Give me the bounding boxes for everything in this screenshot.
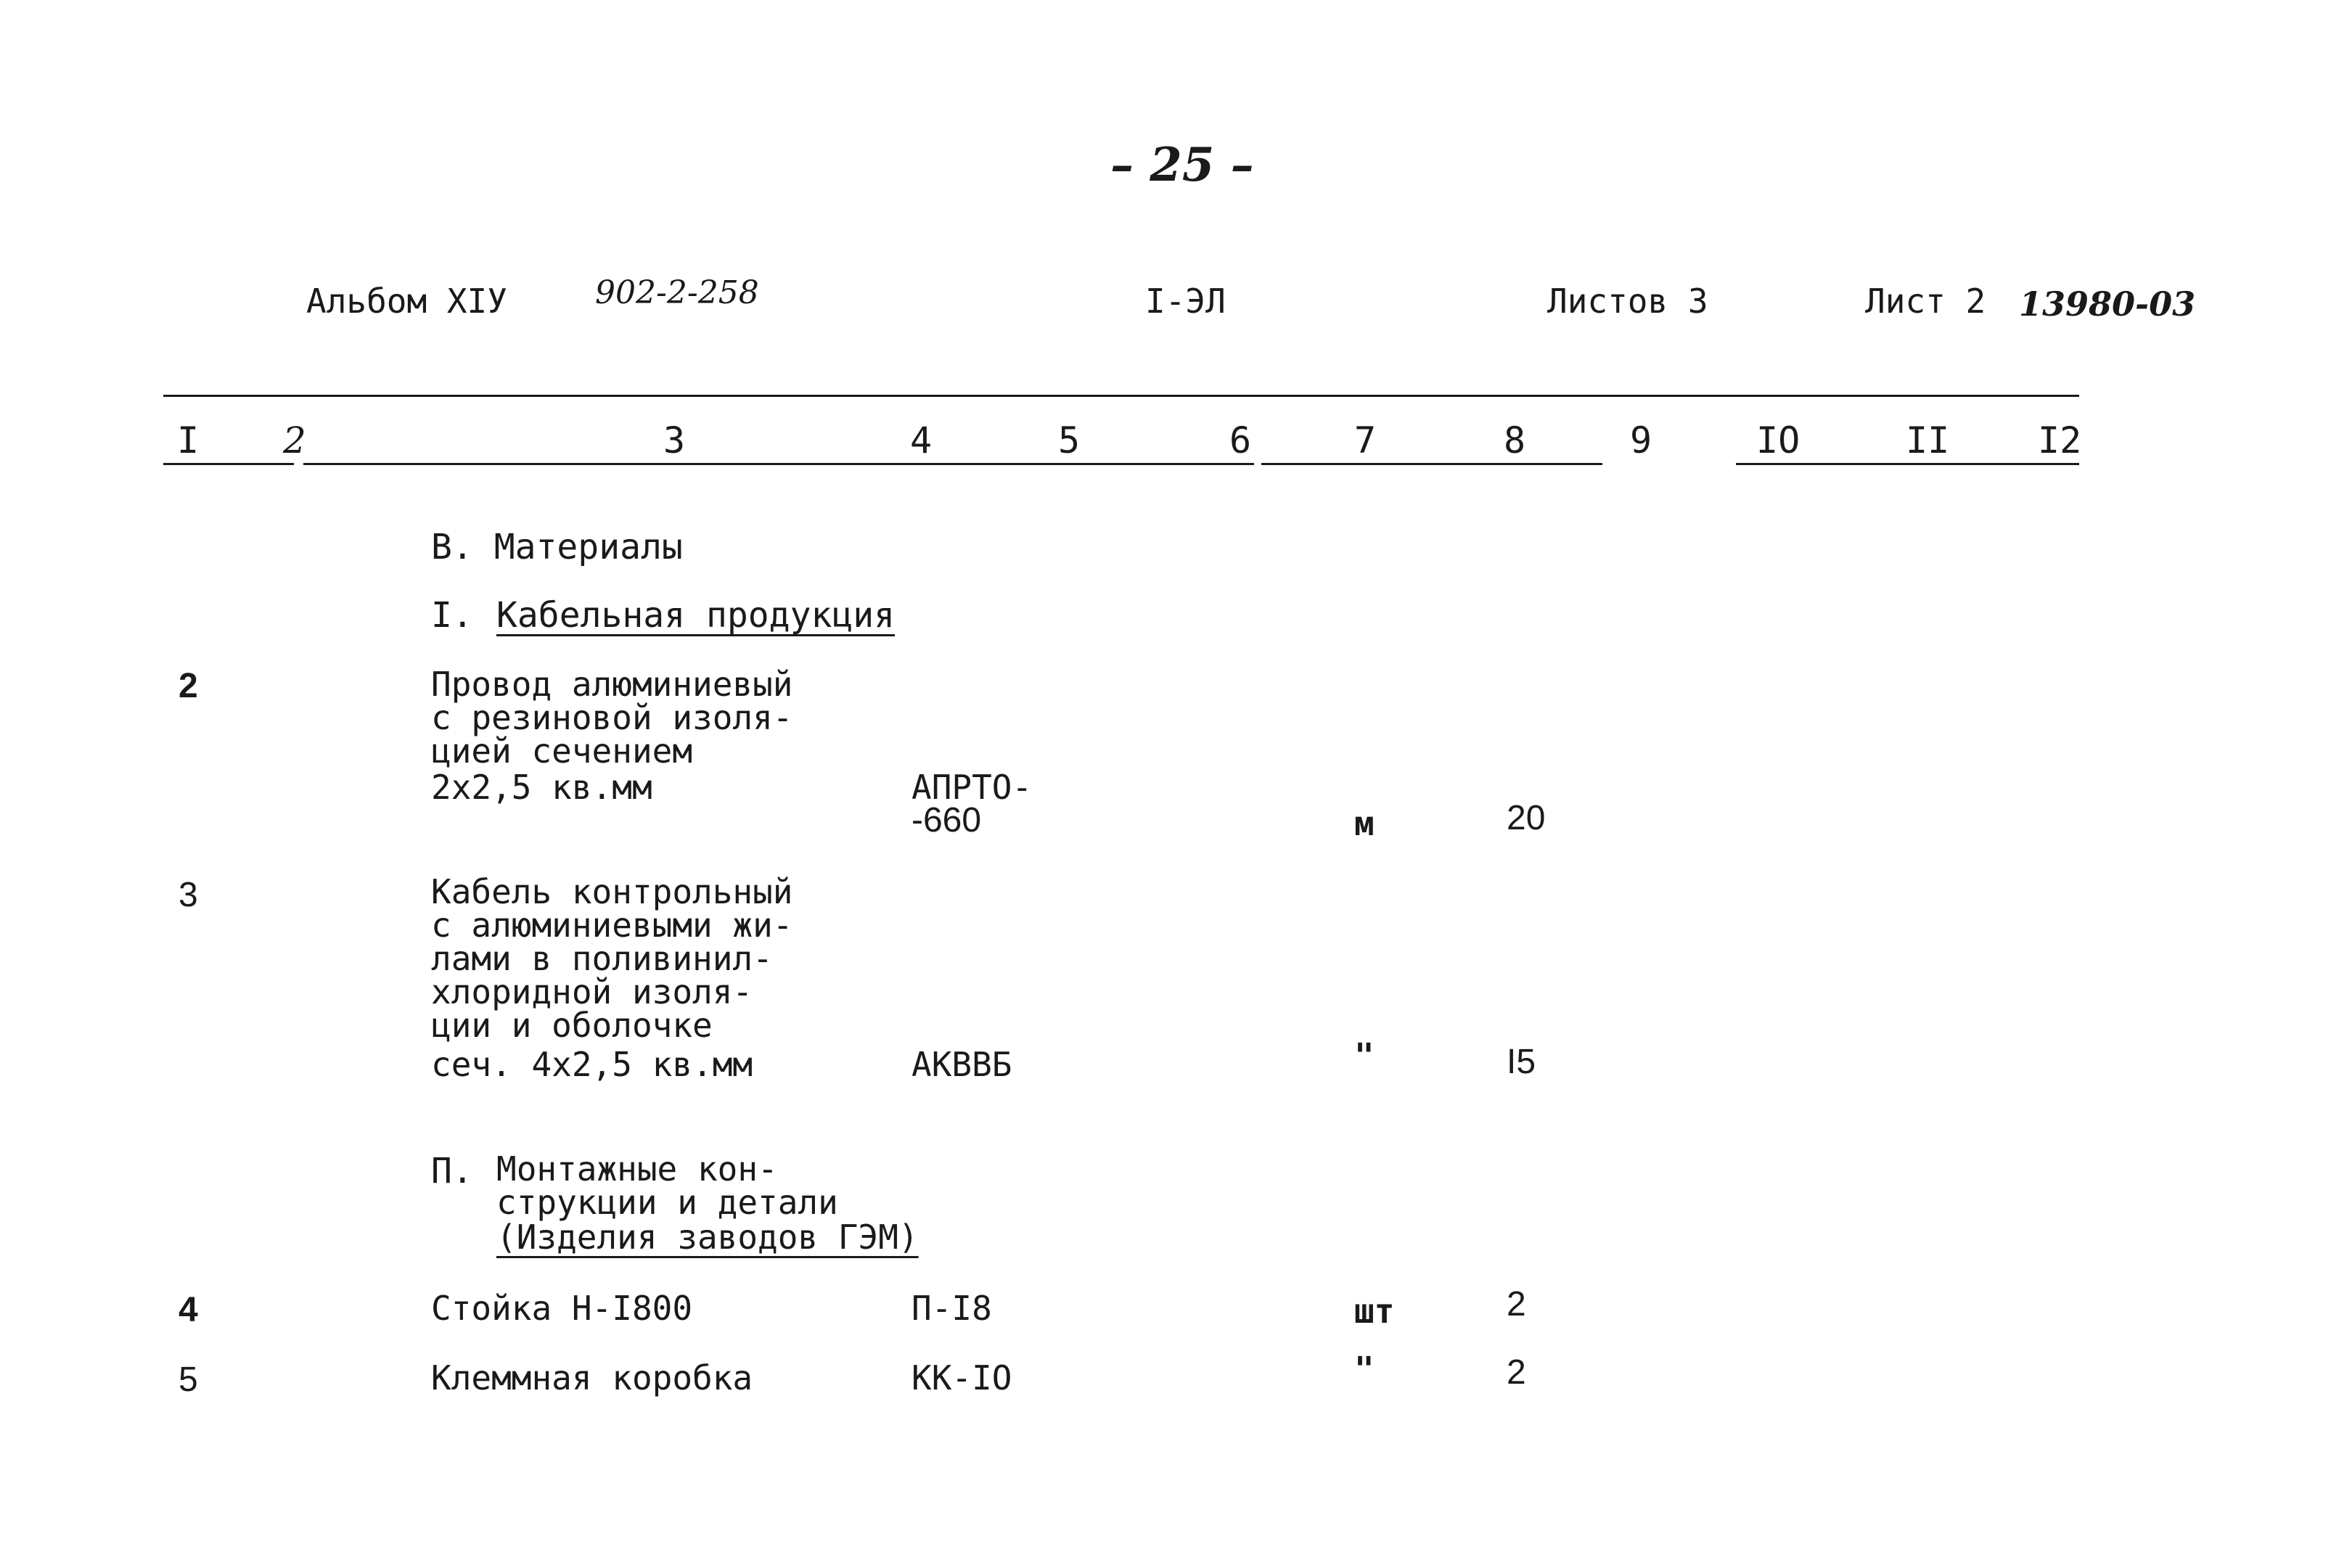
row-name-line: Провод алюминиевый — [431, 665, 793, 704]
subsection-cable-title: Кабельная продукция — [496, 595, 896, 636]
row-name-line: ции и оболочке — [431, 1006, 713, 1045]
col-num-2: 2 — [283, 419, 306, 461]
col-underline-10-12 — [1736, 463, 2079, 465]
top-rule — [163, 395, 2079, 397]
col-num-6: 6 — [1229, 419, 1252, 461]
album-label: Альбом XIУ — [306, 282, 507, 321]
col-underline-1-2 — [163, 463, 294, 465]
col-num-12: I2 — [2038, 419, 2082, 461]
row-qty: 20 — [1507, 799, 1546, 837]
row-name-line: с резиновой изоля- — [431, 698, 793, 737]
col-underline-2-6 — [303, 463, 1254, 465]
sheets-total: Листов 3 — [1547, 282, 1708, 321]
row-pos: 5 — [179, 1360, 198, 1399]
row-qty: 2 — [1507, 1285, 1526, 1323]
col-num-11: II — [1906, 419, 1950, 461]
col-num-10: IO — [1756, 419, 1801, 461]
col-num-1: I — [177, 419, 200, 461]
row-pos: 2 — [179, 667, 198, 705]
subsection-cable-num: I. — [431, 595, 473, 636]
row-qty: I5 — [1507, 1043, 1536, 1081]
row-name-line: Стойка Н-I800 — [431, 1289, 693, 1328]
section-materials: В. Материалы — [431, 527, 683, 567]
row-name-line: Кабель контрольный — [431, 872, 793, 911]
row-type-line: П-I8 — [911, 1289, 992, 1328]
page-number: – 25 – — [1110, 138, 1254, 192]
row-name-line: 2x2,5 кв.мм — [431, 768, 652, 807]
section-code: I-ЭЛ — [1145, 282, 1226, 321]
row-type-line: КК-IO — [911, 1358, 1012, 1397]
row-unit: шт — [1354, 1292, 1395, 1331]
col-num-3: 3 — [663, 419, 686, 461]
row-pos: 4 — [179, 1291, 198, 1329]
subsection-mount-line: струкции и детали — [496, 1183, 838, 1222]
row-unit: " — [1354, 1350, 1375, 1389]
row-name-line: цией сечением — [431, 731, 693, 771]
sheet-label: Лист 2 — [1865, 282, 1986, 321]
col-num-5: 5 — [1058, 419, 1081, 461]
col-num-4: 4 — [910, 419, 933, 461]
row-type-line: АКВВБ — [911, 1045, 1012, 1084]
row-name-line: сеч. 4x2,5 кв.мм — [431, 1045, 753, 1084]
row-name-line: с алюминиевыми жи- — [431, 906, 793, 945]
row-type-line: -660 — [911, 801, 982, 840]
row-pos: 3 — [179, 876, 198, 914]
col-num-9: 9 — [1630, 419, 1652, 461]
subsection-mount-line: Монтажные кон- — [496, 1149, 778, 1189]
col-num-8: 8 — [1504, 419, 1526, 461]
row-name-line: лами в поливинил- — [431, 939, 773, 978]
row-type-line: АПРТО- — [911, 768, 1033, 807]
col-num-7: 7 — [1354, 419, 1377, 461]
row-name-line: Клеммная коробка — [431, 1358, 753, 1397]
subsection-mount-line: (Изделия заводов ГЭМ) — [496, 1218, 919, 1257]
row-unit: м — [1354, 804, 1375, 843]
sheet-code-handwritten: 13980-03 — [2019, 284, 2196, 324]
row-unit: " — [1354, 1036, 1375, 1075]
row-name-line: хлоридной изоля- — [431, 972, 753, 1011]
row-qty: 2 — [1507, 1353, 1526, 1392]
col-underline-7-8 — [1261, 463, 1602, 465]
album-code-handwritten: 902-2-258 — [595, 274, 759, 311]
subsection-mount-num: П. — [431, 1151, 473, 1191]
